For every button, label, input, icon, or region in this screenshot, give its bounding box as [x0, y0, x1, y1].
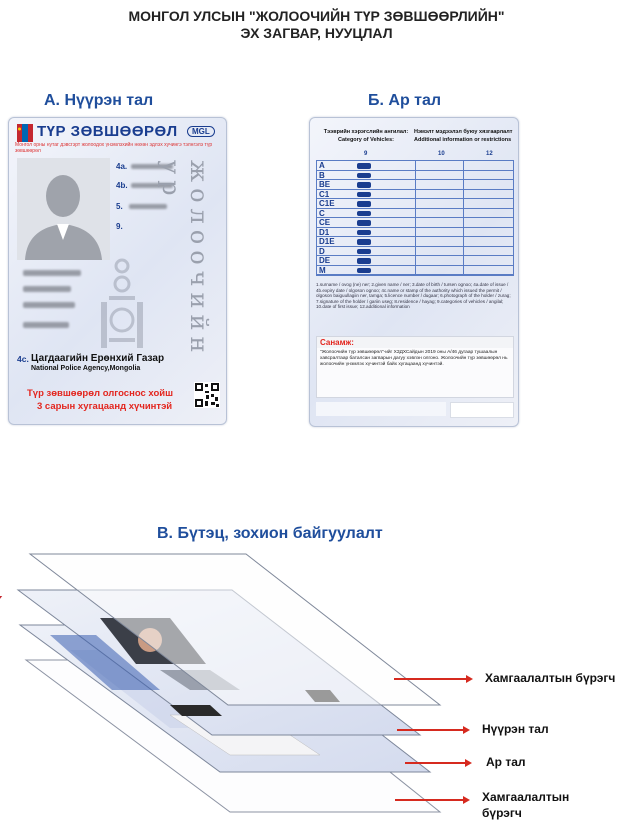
vehicle-icon — [357, 201, 371, 207]
column-divider — [415, 228, 416, 237]
col-10-label: 10 — [438, 151, 445, 157]
column-divider — [415, 209, 416, 218]
category-row — [317, 237, 513, 247]
label-protective-top: Хамгаалалтын бүрэгч — [485, 671, 616, 685]
column-divider — [463, 190, 464, 199]
notice-box — [316, 336, 514, 398]
country-badge: MGL — [187, 126, 215, 137]
section-front-label: А. Нүүрэн тал — [44, 92, 154, 109]
soyombo-emblem-icon — [97, 258, 147, 350]
arrowhead-back-side-icon — [465, 759, 472, 767]
category-code: D1 — [319, 227, 330, 237]
category-code: CE — [319, 218, 331, 227]
column-divider — [415, 247, 416, 256]
holder-photo — [17, 158, 110, 260]
vehicle-icon — [357, 258, 371, 264]
category-header-en: Category of Vehicles: — [338, 137, 394, 143]
arrow-back-side — [405, 762, 465, 764]
vehicle-icon — [357, 268, 371, 274]
category-code: C1 — [319, 189, 330, 199]
authority-code: 4c. — [17, 354, 29, 364]
category-row — [317, 171, 513, 181]
column-divider — [415, 218, 416, 227]
category-row — [317, 190, 513, 200]
authority-name-mn: Цагдаагийн Ерөнхий Газар — [31, 353, 165, 364]
category-row — [317, 161, 513, 171]
category-row — [317, 218, 513, 228]
category-row — [317, 180, 513, 190]
info-header-mn: Нэмэлт мэдээлэл буюу хязгаарлалт — [414, 129, 513, 135]
category-code: M — [319, 265, 326, 275]
col-12-label: 12 — [486, 151, 493, 157]
category-row — [317, 266, 513, 276]
field-5-value — [129, 204, 167, 209]
vehicle-icon — [357, 239, 371, 245]
section-back-label: Б. Ар тал — [368, 92, 442, 109]
authority-name-en: National Police Agency,Mongolia — [31, 365, 141, 372]
category-code: B — [319, 170, 325, 180]
front-card-title: ТҮР ЗӨВШӨӨРӨЛ — [37, 123, 178, 140]
front-card — [8, 117, 227, 425]
category-row — [317, 247, 513, 257]
column-divider — [463, 266, 464, 275]
vehicle-icon — [357, 220, 371, 226]
given-name-value — [23, 286, 71, 292]
category-row — [317, 228, 513, 238]
field-4b-label: 4b. — [116, 181, 128, 190]
back-card — [309, 117, 519, 427]
birth-date-value — [23, 302, 75, 308]
field-9-label: 9. — [116, 222, 123, 231]
column-divider — [415, 237, 416, 246]
category-code: D1E — [319, 237, 335, 246]
surname-value — [23, 270, 81, 276]
column-divider — [463, 199, 464, 208]
arrow-protective-bottom — [395, 799, 463, 801]
vehicle-icon — [357, 163, 371, 169]
category-code: DE — [319, 256, 331, 265]
notice-label: Санамж: — [317, 337, 513, 348]
serial-strip — [316, 402, 446, 416]
field-5-label: 5. — [116, 202, 123, 211]
arrow-protective-top — [394, 678, 466, 680]
person-silhouette-icon — [17, 158, 110, 260]
label-protective-bottom-line1: Хамгаалалтын — [482, 790, 570, 804]
column-divider — [415, 180, 416, 189]
vehicle-icon — [357, 211, 371, 217]
category-code: C — [319, 208, 325, 218]
category-code: D — [319, 246, 325, 256]
column-divider — [463, 228, 464, 237]
vehicle-icon — [357, 173, 371, 179]
arrowhead-protective-bottom-icon — [463, 796, 470, 804]
column-divider — [463, 237, 464, 246]
category-row — [317, 199, 513, 209]
field-legend-text: 1.surname / ovog (ne) ner; 2.given name / ner; 3.date of birth / tursen ognoo; 4a.date of issue / 4b.expiry date / olgoson ognoo; 4c.name or stamp of the authority which issued the permit / olgoson baiguullagiin ner, tamga; 5.licence number / dugaar; 6.photograph of the holder / zurag; 7.signature of the holder / gariin useg; 8.residence / hayag; 9.categories of vehicles / angilal; 10.date of first issue; 12.additional information — [316, 282, 511, 310]
column-divider — [415, 171, 416, 180]
arrowhead-protective-top-icon — [466, 675, 473, 683]
document-title-line2: ЭХ ЗАГВАР, НУУЦЛАЛ — [240, 25, 393, 41]
category-row — [317, 209, 513, 219]
label-front-side: Нүүрэн тал — [482, 722, 549, 736]
notice-text: "Жолоочийн түр зөвшөөрөл"-ийг ХЗДХСайдын 2019 оны А/46 дугаар тушаалын хавсралтаар баталсан загварын дагуу хэвлэн олгоно. Жолоочийн түр зөвшөөрөл нь жолоочийн үнэмлэх хүчинтэй байх хугацаанд хүчинтэй. — [320, 350, 508, 367]
category-row — [317, 256, 513, 266]
mongolia-flag-icon — [17, 124, 33, 142]
category-table — [316, 160, 514, 276]
column-divider — [463, 209, 464, 218]
front-card-subtitle: Монгол орны нутаг дэвсгэрт жолоодох үнэмлэхийн нөхөн эдлэх хучингэ тэлнгэлэ түр зөвшөөрөл — [15, 142, 213, 154]
validity-warning-line2: 3 сарын хугацаанд хүчинтэй — [37, 401, 173, 412]
section-structure-label: В. Бүтэц, зохион байгуулалт — [157, 525, 383, 542]
category-code: BE — [319, 180, 331, 189]
validity-warning-line1: Түр зөвшөөрөл олгоснос хойш — [27, 388, 174, 399]
column-divider — [415, 161, 416, 170]
vehicle-icon — [357, 230, 371, 236]
vehicle-icon — [357, 249, 371, 255]
column-divider — [415, 199, 416, 208]
column-divider — [463, 161, 464, 170]
column-divider — [415, 266, 416, 275]
vehicle-icon — [357, 192, 371, 198]
mongolian-script-text: жолоочийн ур — [157, 160, 213, 359]
column-divider — [463, 180, 464, 189]
column-divider — [415, 256, 416, 265]
column-divider — [415, 190, 416, 199]
label-back-side: Ар тал — [486, 755, 526, 769]
column-divider — [463, 218, 464, 227]
document-title-line1: МОНГОЛ УЛСЫН "ЖОЛООЧИЙН ТҮР ЗӨВШӨӨРЛИЙН" — [128, 8, 505, 24]
arrow-front-side — [397, 729, 463, 731]
address-value — [23, 322, 69, 328]
info-header-en: Additional information or restrictions — [414, 137, 512, 143]
category-code: A — [319, 161, 325, 170]
column-divider — [463, 247, 464, 256]
serial-box — [450, 402, 514, 418]
arrowhead-front-side-icon — [463, 726, 470, 734]
category-code: C1E — [319, 199, 335, 208]
column-divider — [463, 171, 464, 180]
label-protective-bottom-line2: бүрэгч — [482, 806, 522, 820]
vehicle-icon — [357, 182, 371, 188]
field-4a-label: 4a. — [116, 162, 128, 171]
category-header-mn: Тээврийн хэрэгслийн ангилал: — [323, 129, 409, 135]
qr-code-icon — [194, 382, 220, 408]
column-divider — [463, 256, 464, 265]
col-9-label: 9 — [364, 151, 368, 157]
